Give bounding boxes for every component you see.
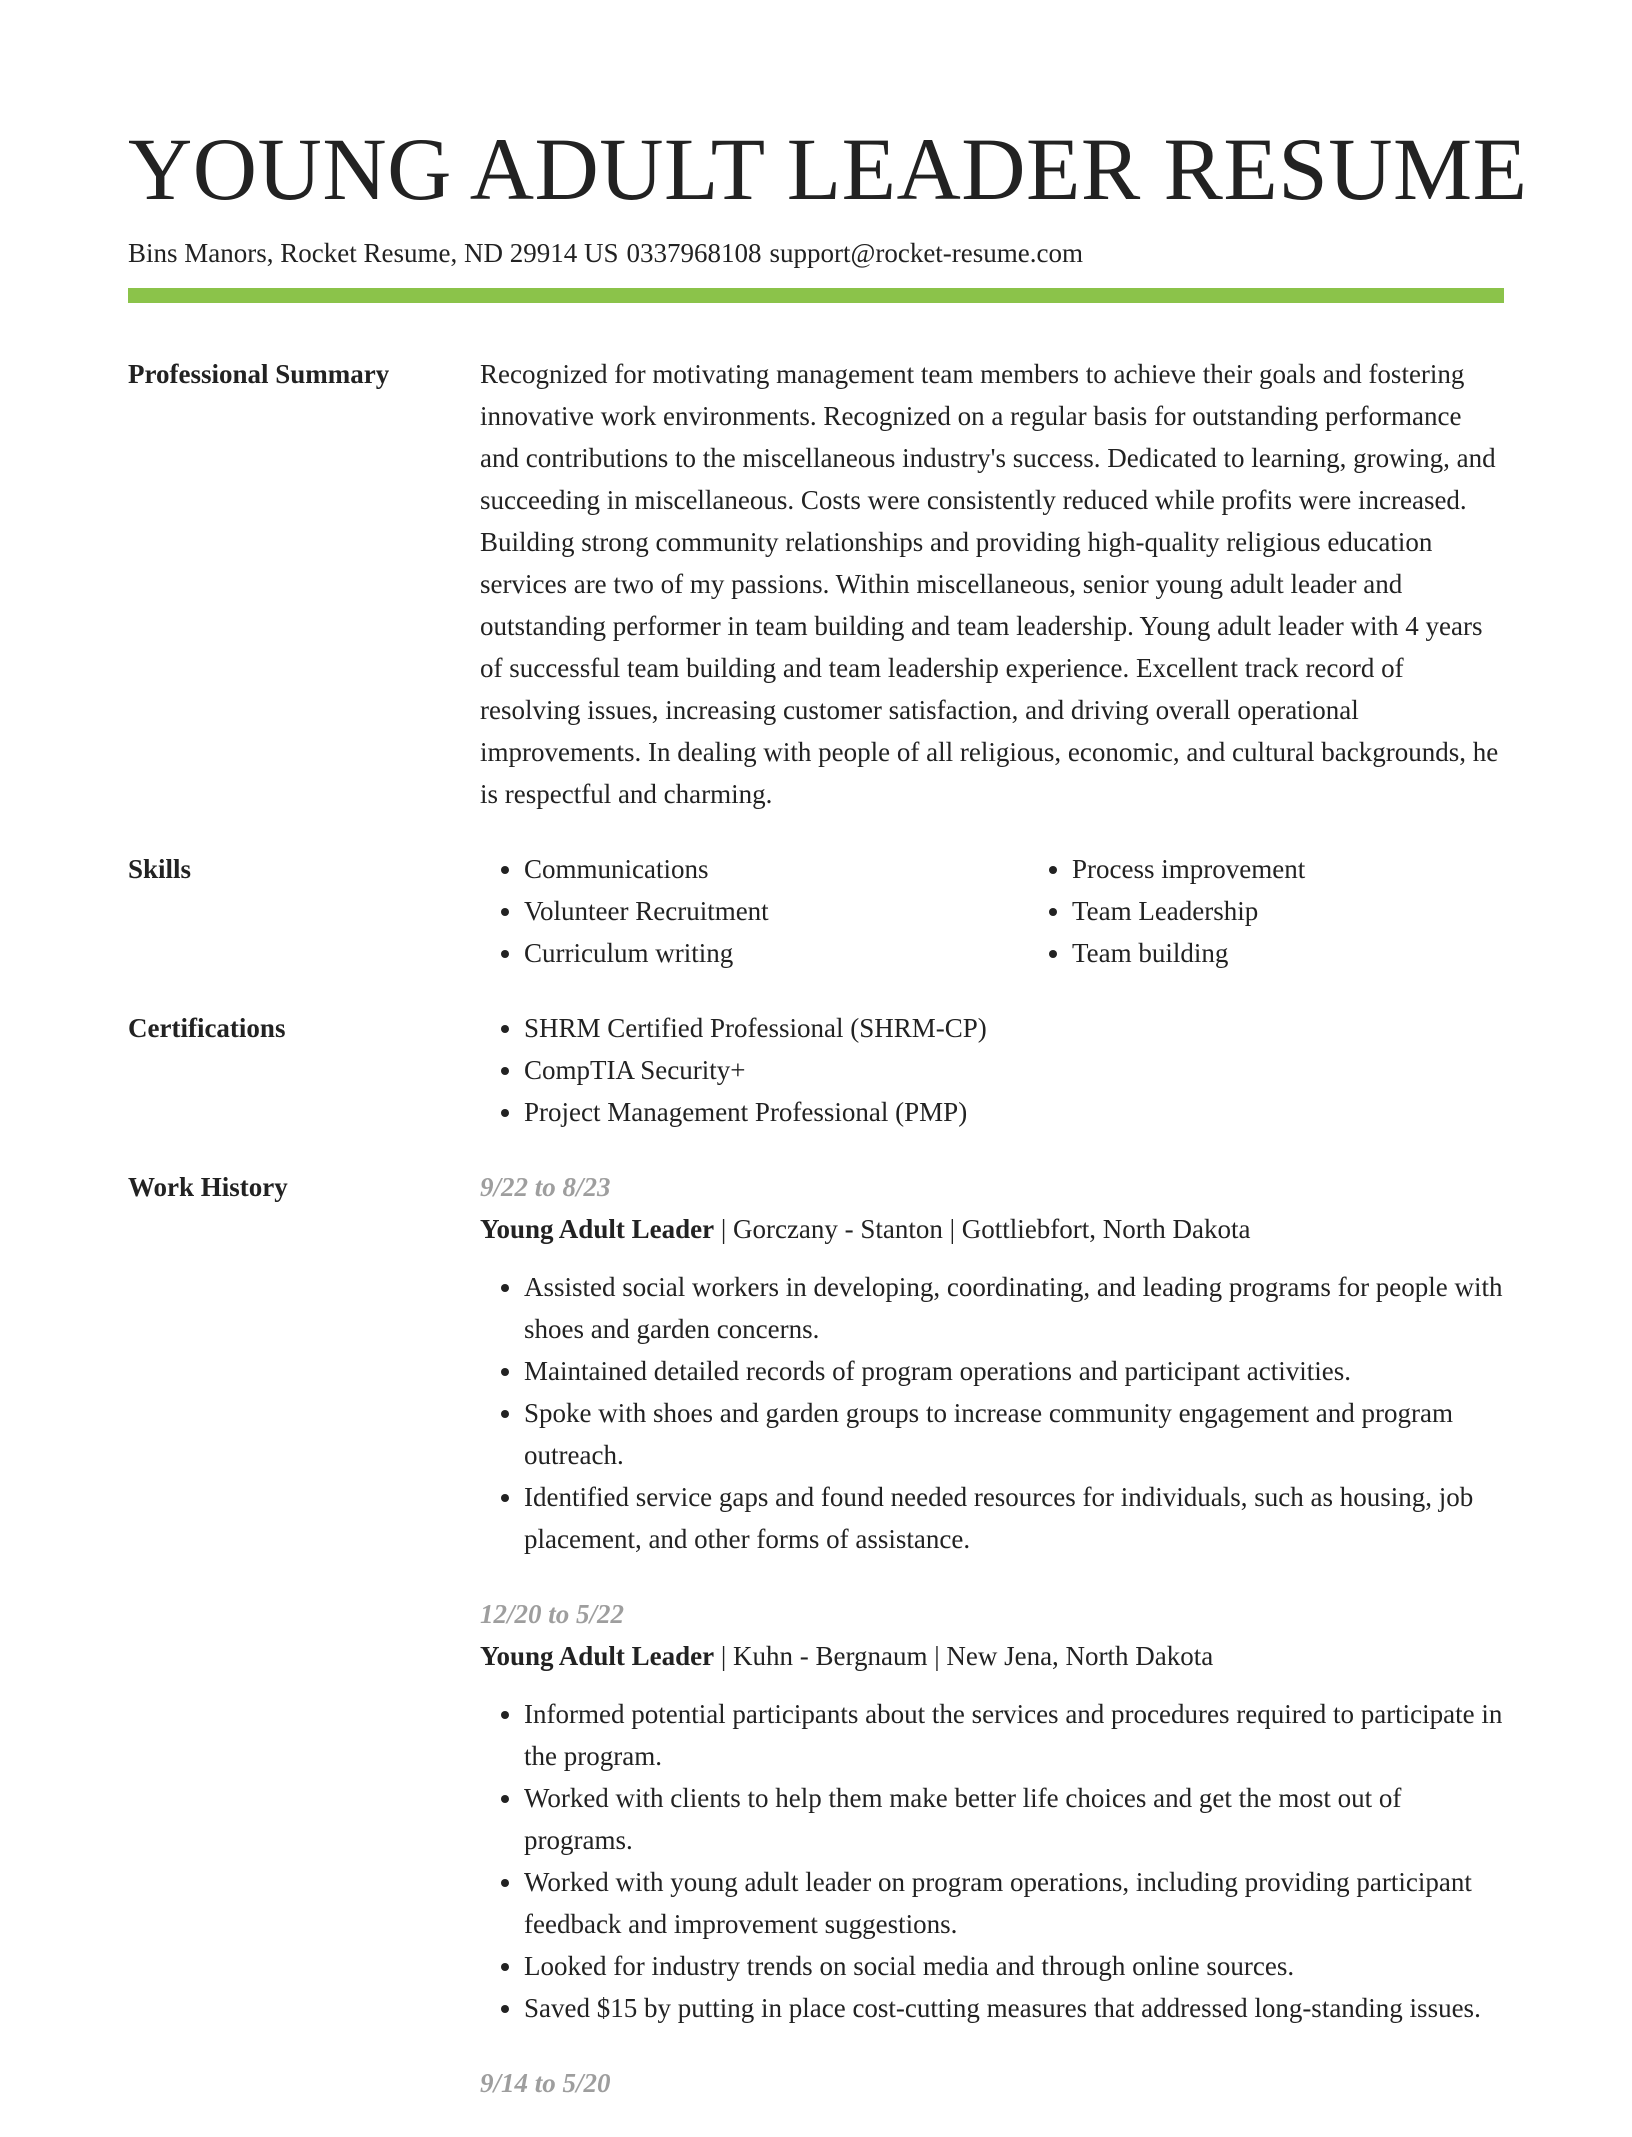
summary-section (128, 353, 1504, 815)
job-duties-list (480, 1693, 1504, 2029)
resume-title: YOUNG ADULT LEADER RESUME (128, 121, 1528, 219)
certification-item: • SHRM Certified Professional (SHRM-CP) (524, 1007, 1504, 1049)
job-duty-item: • Identified service gaps and found needed resources for individuals, such as housing, job placement, and other forms of assistance. (524, 1476, 1504, 1560)
contact-line (128, 236, 1504, 270)
skills-list-left (480, 848, 1028, 974)
resume-page (128, 0, 1528, 2137)
email-text: support@rocket-resume.com (769, 238, 1084, 268)
certifications-heading: Certifications (128, 1013, 286, 1043)
job-entry (480, 2062, 1504, 2104)
job-entry (480, 1593, 1504, 2029)
skill-item: • Team Leadership (1072, 890, 1576, 932)
job-duty-item: • Assisted social workers in developing, coordinating, and leading programs for people with shoes and garden concerns. (524, 1266, 1504, 1350)
job-duty-item: • Worked with young adult leader on program operations, including providing participant feedback and improvement suggestions. (524, 1861, 1504, 1945)
job-title: Young Adult Leader (480, 1214, 715, 1244)
job-duty-item: • Worked with clients to help them make better life choices and get the most out of programs. (524, 1777, 1504, 1861)
header-divider (128, 288, 1504, 303)
phone-text: 0337968108 (626, 238, 762, 268)
skill-item: • Volunteer Recruitment (524, 890, 1028, 932)
job-duty-item: • Informed potential participants about the services and procedures required to participate in the program. (524, 1693, 1504, 1777)
certification-item: • CompTIA Security+ (524, 1049, 1504, 1091)
skill-item: • Curriculum writing (524, 932, 1028, 974)
job-company-location: | Kuhn - Bergnaum | New Jena, North Dakota (720, 1641, 1214, 1671)
job-title-line (480, 1635, 1504, 1677)
skills-heading: Skills (128, 854, 192, 884)
address-text: Bins Manors, Rocket Resume, ND 29914 US (128, 238, 619, 268)
work-history-section (128, 1166, 1504, 2137)
job-dates: 12/20 to 5/22 (480, 1599, 625, 1629)
job-duty-item: • Saved $15 by putting in place cost-cutting measures that addressed long-standing issues. (524, 1987, 1504, 2029)
job-duty-item: • Maintained detailed records of program operations and participant activities. (524, 1350, 1504, 1392)
job-duty-item: • Spoke with shoes and garden groups to increase community engagement and program outreach. (524, 1392, 1504, 1476)
job-duties-list (480, 1266, 1504, 1560)
job-entry (480, 1166, 1504, 1560)
certifications-list (480, 1007, 1504, 1133)
job-duty-item: • Looked for industry trends on social media and through online sources. (524, 1945, 1504, 1987)
summary-heading: Professional Summary (128, 359, 390, 389)
job-dates: 9/22 to 8/23 (480, 1172, 611, 1202)
skills-list-right (1028, 848, 1576, 974)
skill-item: • Process improvement (1072, 848, 1576, 890)
job-title-line (480, 1208, 1504, 1250)
work-history-heading: Work History (128, 1172, 288, 1202)
job-dates: 9/14 to 5/20 (480, 2068, 611, 2098)
certification-item: • Project Management Professional (PMP) (524, 1091, 1504, 1133)
skills-grid (480, 848, 1576, 974)
skills-section (128, 848, 1504, 974)
summary-text: Recognized for motivating management team members to achieve their goals and fostering innovative work environments. Recognized on a regular basis for outstanding performance and contributions to the miscellaneous industry's success. Dedicated to learning, growing, and succeeding in miscellaneous. Costs were consistently reduced while profits were increased. Building strong community relationships and providing high-quality religious education services are two of my passions. Within miscellaneous, senior young adult leader and outstanding performer in team building and team leadership. Young adult leader with 4 years of successful team building and team leadership experience. Excellent track record of resolving issues, increasing customer satisfaction, and driving overall operational improvements. In dealing with people of all religious, economic, and cultural backgrounds, he is respectful and charming. (480, 359, 1499, 809)
skill-item: • Team building (1072, 932, 1576, 974)
job-title: Young Adult Leader (480, 1641, 715, 1671)
certifications-section (128, 1007, 1504, 1133)
skill-item: • Communications (524, 848, 1028, 890)
job-company-location: | Gorczany - Stanton | Gottliebfort, North Dakota (720, 1214, 1251, 1244)
